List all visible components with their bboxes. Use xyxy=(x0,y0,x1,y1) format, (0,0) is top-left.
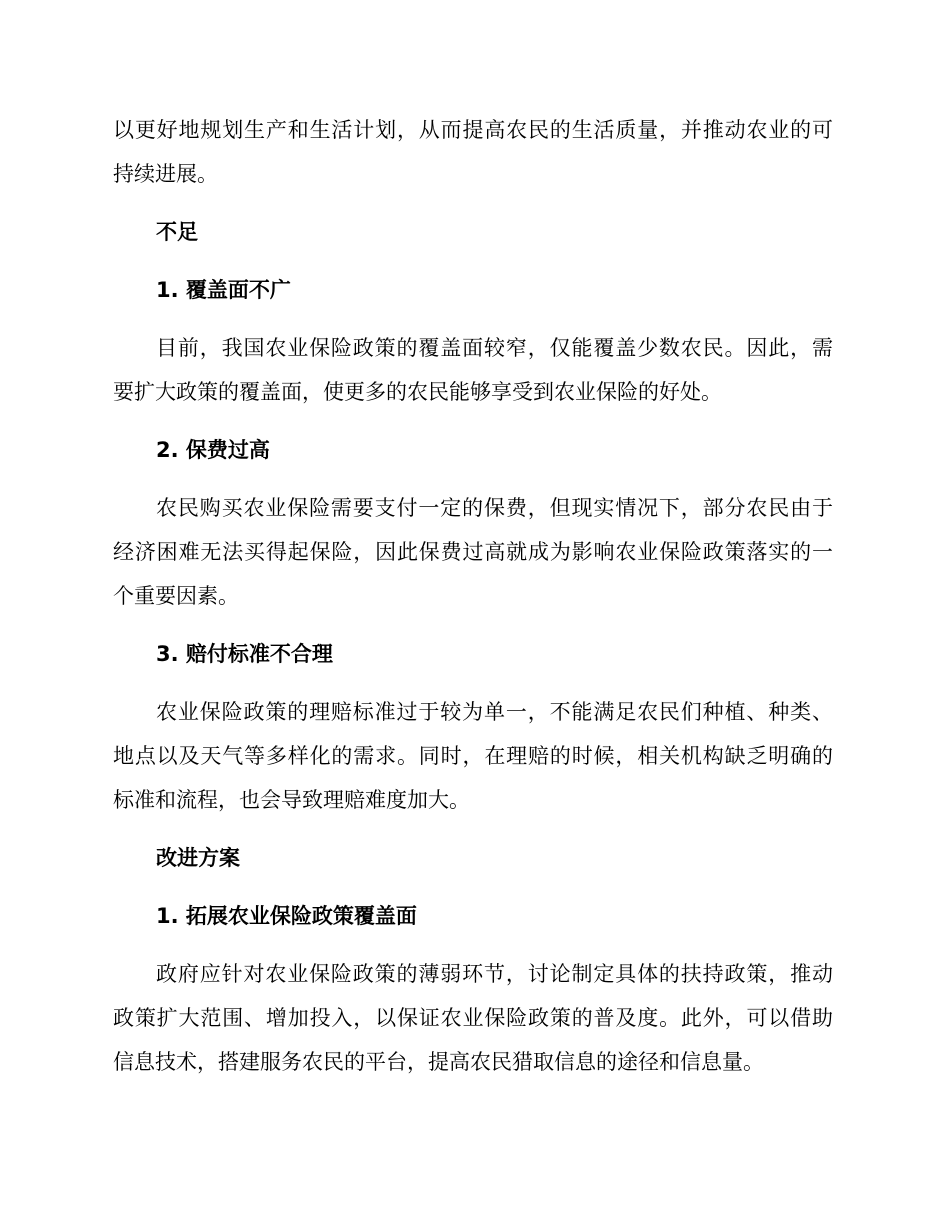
paragraph-line: 标准和流程，也会导致理赔难度加大。 xyxy=(113,788,470,812)
paragraph-line: 政策扩大范围、增加投入，以保证农业保险政策的普及度。此外，可以借助 xyxy=(113,1006,833,1030)
section-heading-improvement: 改进方案 xyxy=(156,846,240,870)
section-heading-shortcomings: 不足 xyxy=(156,220,198,244)
paragraph-line: 信息技术，搭建服务农民的平台，提高农民猎取信息的途径和信息量。 xyxy=(113,1050,764,1074)
paragraph-line: 要扩大政策的覆盖面，使更多的农民能够享受到农业保险的好处。 xyxy=(113,380,722,404)
paragraph-line: 农业保险政策的理赔标准过于较为单一，不能满足农民们种植、种类、 xyxy=(156,700,833,724)
paragraph-line: 持续进展。 xyxy=(113,162,218,186)
subheading-expand-coverage: 1. 拓展农业保险政策覆盖面 xyxy=(156,904,417,928)
paragraph-line: 地点以及天气等多样化的需求。同时，在理赔的时候，相关机构缺乏明确的 xyxy=(113,744,833,768)
subheading-compensation: 3. 赔付标准不合理 xyxy=(156,642,333,666)
subheading-coverage: 1. 覆盖面不广 xyxy=(156,278,291,302)
paragraph-line: 以更好地规划生产和生活计划，从而提高农民的生活质量，并推动农业的可 xyxy=(113,118,833,142)
paragraph-line: 农民购买农业保险需要支付一定的保费，但现实情况下，部分农民由于 xyxy=(156,496,833,520)
subheading-premium: 2. 保费过高 xyxy=(156,438,270,462)
paragraph-line: 政府应针对农业保险政策的薄弱环节，讨论制定具体的扶持政策，推动 xyxy=(156,962,833,986)
paragraph-line: 目前，我国农业保险政策的覆盖面较窄，仅能覆盖少数农民。因此，需 xyxy=(156,336,833,360)
paragraph-line: 个重要因素。 xyxy=(113,584,239,608)
paragraph-line: 经济困难无法买得起保险，因此保费过高就成为影响农业保险政策落实的一 xyxy=(113,540,833,564)
